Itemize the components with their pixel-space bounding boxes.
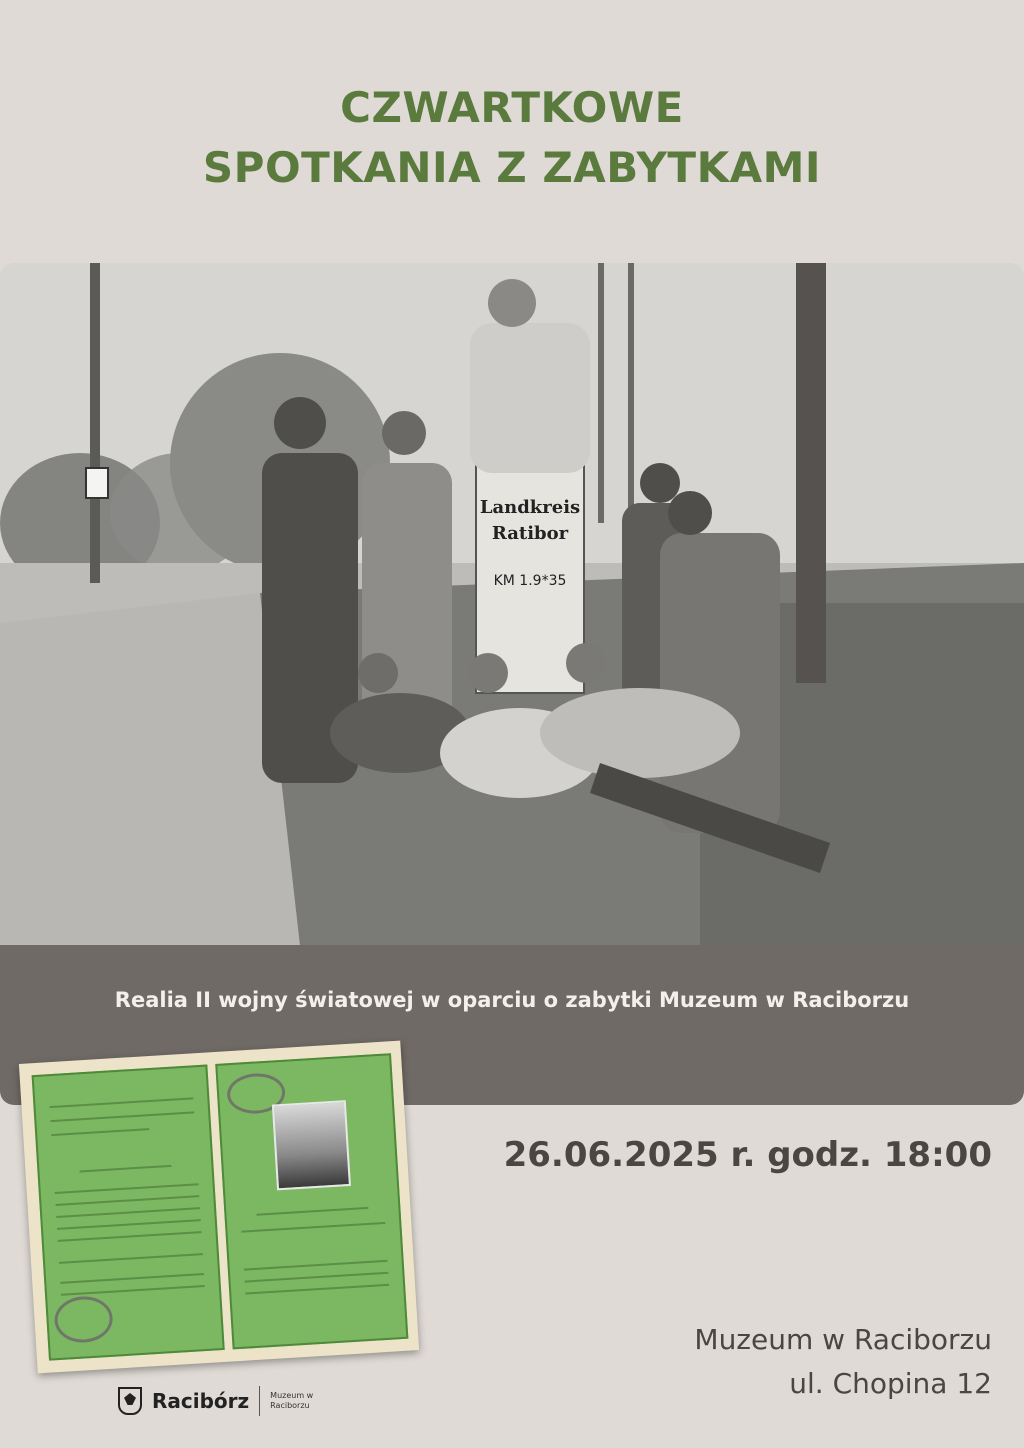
stone-text-2: Ratibor <box>491 523 569 544</box>
passbook-right-page <box>215 1053 408 1349</box>
title-line-2: SPOTKANIA Z ZABYTKAMI <box>202 143 822 192</box>
logo-city: Racibórz <box>152 1389 250 1413</box>
portrait-photo <box>272 1100 351 1190</box>
venue-name: Muzeum w Raciborzu <box>694 1323 992 1356</box>
historical-photo <box>0 263 1024 945</box>
stone-km: KM 1.9*35 <box>493 573 567 589</box>
poster-title <box>0 78 1024 198</box>
soldiers-photo-illustration <box>0 263 1024 945</box>
venue-address: ul. Chopina 12 <box>789 1367 992 1400</box>
stone-text-1: Landkreis <box>479 497 581 518</box>
city-crest-icon <box>118 1387 142 1415</box>
title-line-1: CZWARTKOWE <box>340 83 684 132</box>
passbook-image <box>19 1041 419 1374</box>
logo-museum: Muzeum w Raciborzu <box>270 1391 314 1410</box>
event-date: 26.06.2025 r. godz. 18:00 <box>503 1135 992 1175</box>
subtitle: Realia II wojny światowej w oparciu o zabytki Muzeum w Raciborzu <box>114 988 910 1012</box>
event-venue <box>694 1318 992 1406</box>
passbook-left-page <box>32 1064 225 1360</box>
footer-logo <box>118 1383 340 1419</box>
stamp-icon <box>53 1295 114 1344</box>
logo-divider <box>259 1386 260 1416</box>
